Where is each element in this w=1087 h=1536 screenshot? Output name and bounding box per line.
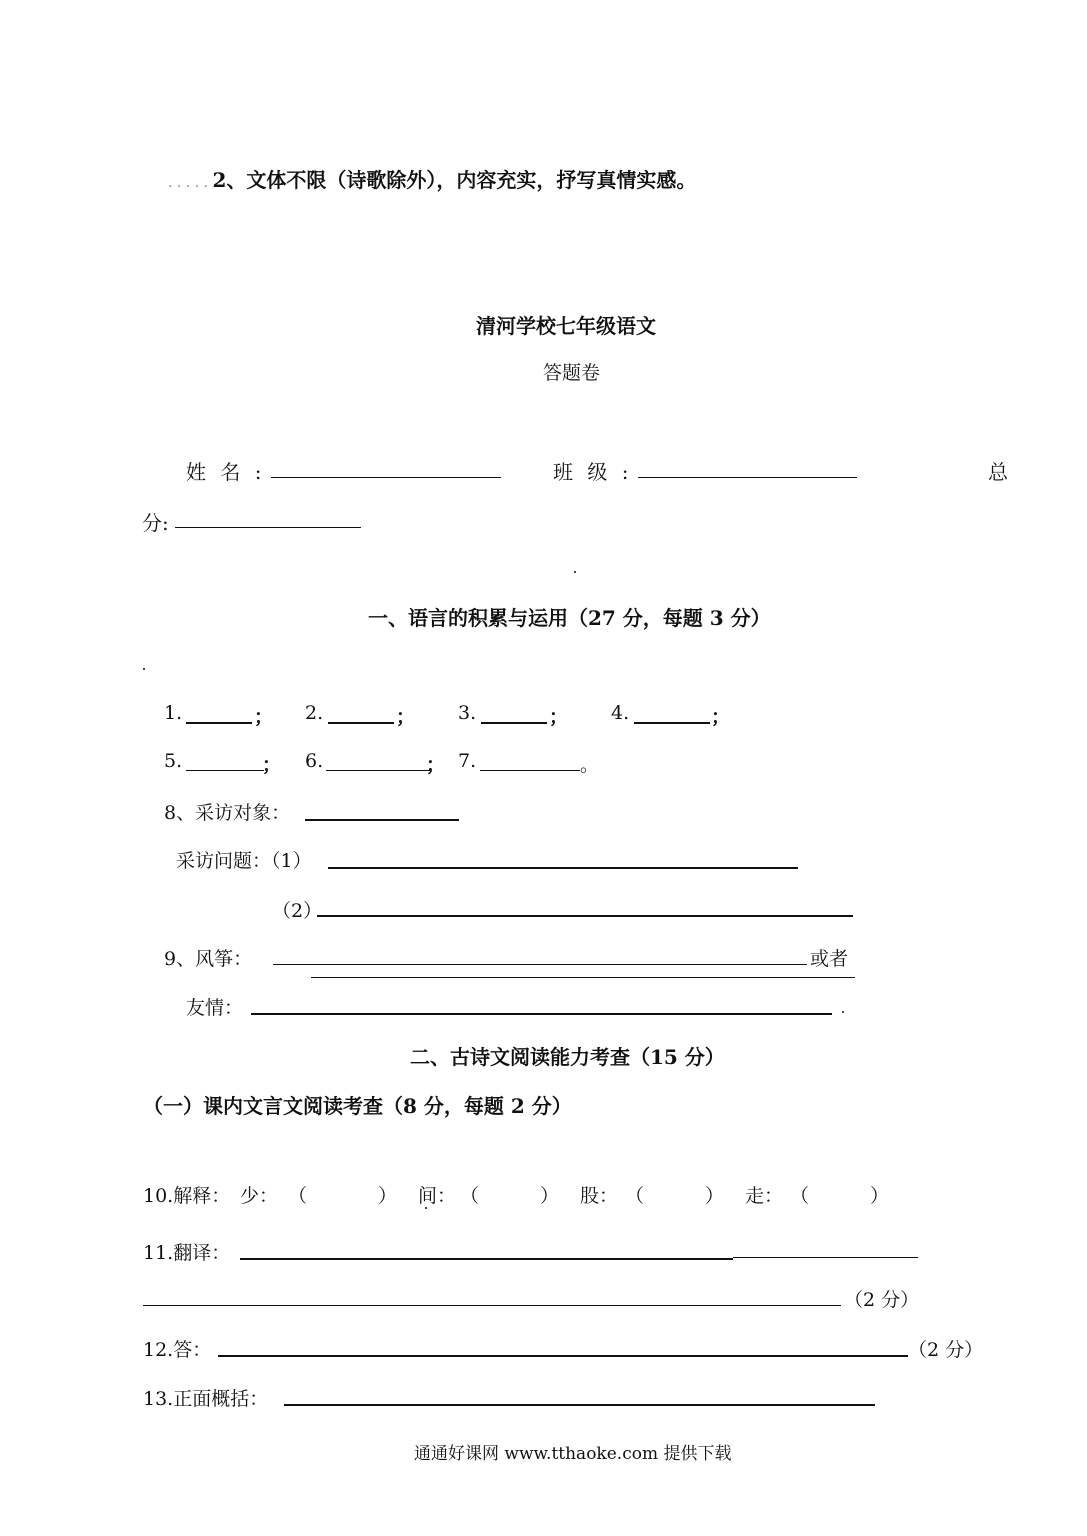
stray-dot <box>143 668 145 670</box>
blank-4[interactable] <box>634 722 710 724</box>
blank-3-num: 3. <box>458 702 477 724</box>
q9-friend-field[interactable] <box>251 1013 832 1015</box>
q12-field[interactable] <box>218 1355 908 1357</box>
blank-5-num: 5. <box>164 750 183 772</box>
q11-field-1b[interactable] <box>733 1257 918 1258</box>
q11-label: 11.翻译： <box>143 1242 231 1264</box>
blank-4-num: 4. <box>611 702 630 724</box>
q10-close-4: ） <box>870 1185 890 1207</box>
class-label: 班 级 : <box>553 460 633 484</box>
q8-label: 8、采访对象： <box>164 802 291 824</box>
emphasis-dot <box>425 1207 427 1209</box>
page-subtitle: 答题卷 <box>543 362 601 384</box>
q9-or-label: 或者 <box>810 948 849 970</box>
name-label: 姓 名 : <box>186 460 266 484</box>
q10-open-1: （ <box>288 1185 308 1207</box>
blank-3-sep: ； <box>549 706 569 728</box>
q10-open-3: （ <box>625 1185 645 1207</box>
blank-2-sep: ； <box>396 706 416 728</box>
q11-field-2[interactable] <box>143 1305 841 1306</box>
q11-field-1a[interactable] <box>240 1258 733 1260</box>
footer-text: 通通好课网 www.tthaoke.com 提供下载 <box>414 1444 732 1464</box>
total-label-b: 分: <box>142 511 169 535</box>
q10-open-2: （ <box>460 1185 480 1207</box>
q10-word-2: 间： <box>418 1185 457 1207</box>
q12-label: 12.答： <box>143 1339 212 1361</box>
blank-2-num: 2. <box>305 702 324 724</box>
blank-5[interactable] <box>186 770 264 771</box>
q10-word-1: 少： <box>240 1185 279 1207</box>
blank-1[interactable] <box>186 722 252 724</box>
page-title: 清河学校七年级语文 <box>476 314 656 338</box>
q11-score: （2 分） <box>844 1289 920 1311</box>
blank-7-sep: 。 <box>580 754 600 776</box>
q8-interviewee-field[interactable] <box>305 819 459 821</box>
q9-friend-label: 友情： <box>186 997 244 1019</box>
instruction-line <box>168 164 696 193</box>
blank-6-num: 6. <box>305 750 324 772</box>
blank-5-sep: ； <box>262 754 282 776</box>
section2-subheading: （一）课内文言文阅读考查（8 分，每题 2 分） <box>143 1094 572 1118</box>
blank-1-num: 1. <box>164 702 183 724</box>
total-label-a: 总 <box>988 460 1008 484</box>
stray-dot <box>574 571 576 573</box>
class-field[interactable] <box>638 477 857 478</box>
section1-heading: 一、语言的积累与运用（27 分，每题 3 分） <box>368 606 771 630</box>
q10-close-2: ） <box>540 1185 560 1207</box>
q9-kite-field[interactable] <box>273 964 807 965</box>
q10-close-1: ） <box>378 1185 398 1207</box>
q13-field[interactable] <box>284 1404 875 1406</box>
q10-close-3: ） <box>705 1185 725 1207</box>
q10-word-3: 股： <box>580 1185 619 1207</box>
q8-sub2-label: （2） <box>272 900 323 922</box>
total-field[interactable] <box>175 527 361 528</box>
q10-label: 10.解释： <box>143 1185 231 1207</box>
instruction-text: 2、文体不限（诗歌除外），内容充实，抒写真情实感。 <box>212 168 697 192</box>
q8-question-2-field[interactable] <box>317 915 853 917</box>
q8-question-1-field[interactable] <box>328 867 798 869</box>
q8-questions-label: 采访问题：（1） <box>176 850 312 872</box>
q12-score: （2 分） <box>908 1339 984 1361</box>
blank-2[interactable] <box>328 722 394 724</box>
stray-dot <box>842 1011 844 1013</box>
blank-6[interactable] <box>326 770 430 771</box>
blank-7[interactable] <box>480 770 580 771</box>
blank-3[interactable] <box>481 722 547 724</box>
q13-label: 13.正面概括： <box>143 1388 269 1410</box>
blank-1-sep: ； <box>254 706 274 728</box>
q10-open-4: （ <box>790 1185 810 1207</box>
blank-4-sep: ； <box>711 706 731 728</box>
blank-6-sep: ； <box>426 754 446 776</box>
instruction-dots: . . . . . <box>168 175 213 191</box>
name-field[interactable] <box>271 477 501 478</box>
section2-heading: 二、古诗文阅读能力考查（15 分） <box>410 1045 725 1069</box>
q9-label: 9、风筝： <box>164 948 253 970</box>
q9-kite-field-2[interactable] <box>311 977 855 978</box>
q10-word-4: 走： <box>745 1185 784 1207</box>
blank-7-num: 7. <box>458 750 477 772</box>
